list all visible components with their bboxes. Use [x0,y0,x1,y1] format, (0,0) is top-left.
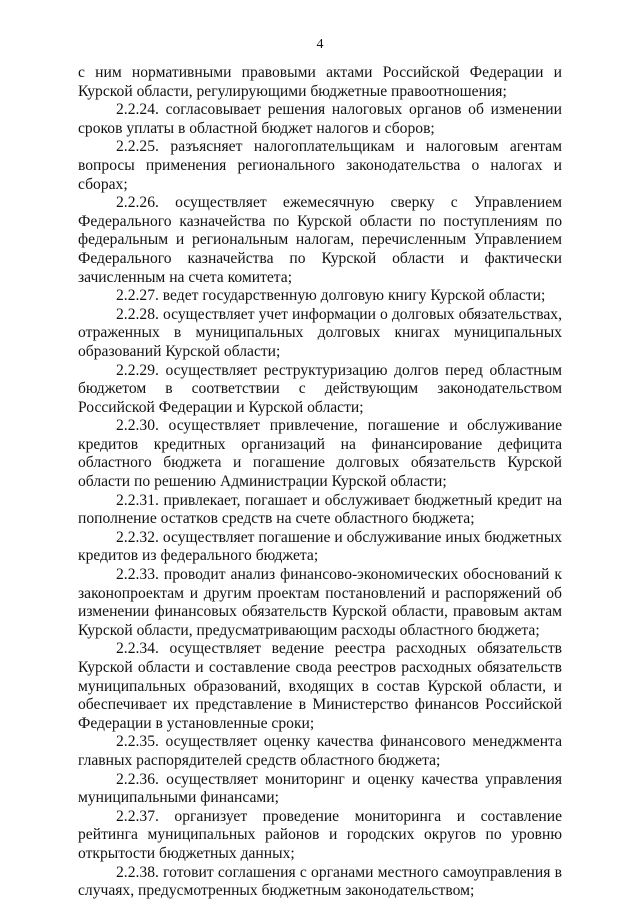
paragraph-2-2-26: 2.2.26. осуществляет ежемесячную сверку с Управлением Федерального казначейства по Курской области по поступлениям по федеральным и региональным налогам, перечисленным Управлением Федерального казначейства по Курской области и фактически зачисленным на счета комитета; [78,194,562,286]
page-number: 4 [316,37,324,52]
paragraph-2-2-34: 2.2.34. осуществляет ведение реестра расходных обязательств Курской области и составление свода реестров расходных обязательств муниципальных образований, входящих в состав Курской области, и обеспечивает их представление в Министерство финансов Российской Федерации в установленные сроки; [78,640,562,732]
paragraph-continuation: с ним нормативными правовыми актами Российской Федерации и Курской области, регулирующими бюджетные правоотношения; [78,64,562,100]
paragraph-2-2-25: 2.2.25. разъясняет налогоплательщикам и налоговым агентам вопросы применения регионального законодательства о налогах и сборах; [78,138,562,193]
paragraph-2-2-30: 2.2.30. осуществляет привлечение, погашение и обслуживание кредитов кредитных организаций на финансирование дефицита областного бюджета и погашение долговых обязательств Курской области по решению Администрации Курской области; [78,417,562,491]
paragraph-2-2-33: 2.2.33. проводит анализ финансово-экономических обоснований к законопроектам и другим проектам постановлений и распоряжений об изменении финансовых обязательств Курской области, правовым актам Курской области, предусматривающим расходы областного бюджета; [78,566,562,639]
paragraph-2-2-35: 2.2.35. осуществляет оценку качества финансового менеджмента главных распорядителей средств областного бюджета; [78,733,562,769]
paragraph-2-2-32: 2.2.32. осуществляет погашение и обслуживание иных бюджетных кредитов из федерального бюджета; [78,528,562,565]
document-body [78,64,562,901]
paragraph-2-2-27: 2.2.27. ведет государственную долговую книгу Курской области; [116,287,546,305]
paragraph-2-2-38: 2.2.38. готовит соглашения с органами местного самоуправления в случаях, предусмотренных бюджетным законодательством; [78,863,562,900]
paragraph-2-2-37: 2.2.37. организует проведение мониторинга и составление рейтинга муниципальных районов и городских округов по уровню открытости бюджетных данных; [78,807,562,862]
paragraph-2-2-28: 2.2.28. осуществляет учет информации о долговых обязательствах, отраженных в муниципальных долговых книгах муниципальных образований Курской области; [78,305,562,360]
paragraph-2-2-29: 2.2.29. осуществляет реструктуризацию долгов перед областным бюджетом в соответствии с действующим законодательством Российской Федерации и Курской области; [78,361,562,416]
paragraph-2-2-36: 2.2.36. осуществляет мониторинг и оценку качества управления муниципальными финансами; [78,770,562,807]
paragraph-2-2-31: 2.2.31. привлекает, погашает и обслуживает бюджетный кредит на пополнение остатков средств на счете областного бюджета; [78,491,562,528]
paragraph-2-2-24: 2.2.24. согласовывает решения налоговых органов об изменении сроков уплаты в областной бюджет налогов и сборов; [78,101,562,137]
